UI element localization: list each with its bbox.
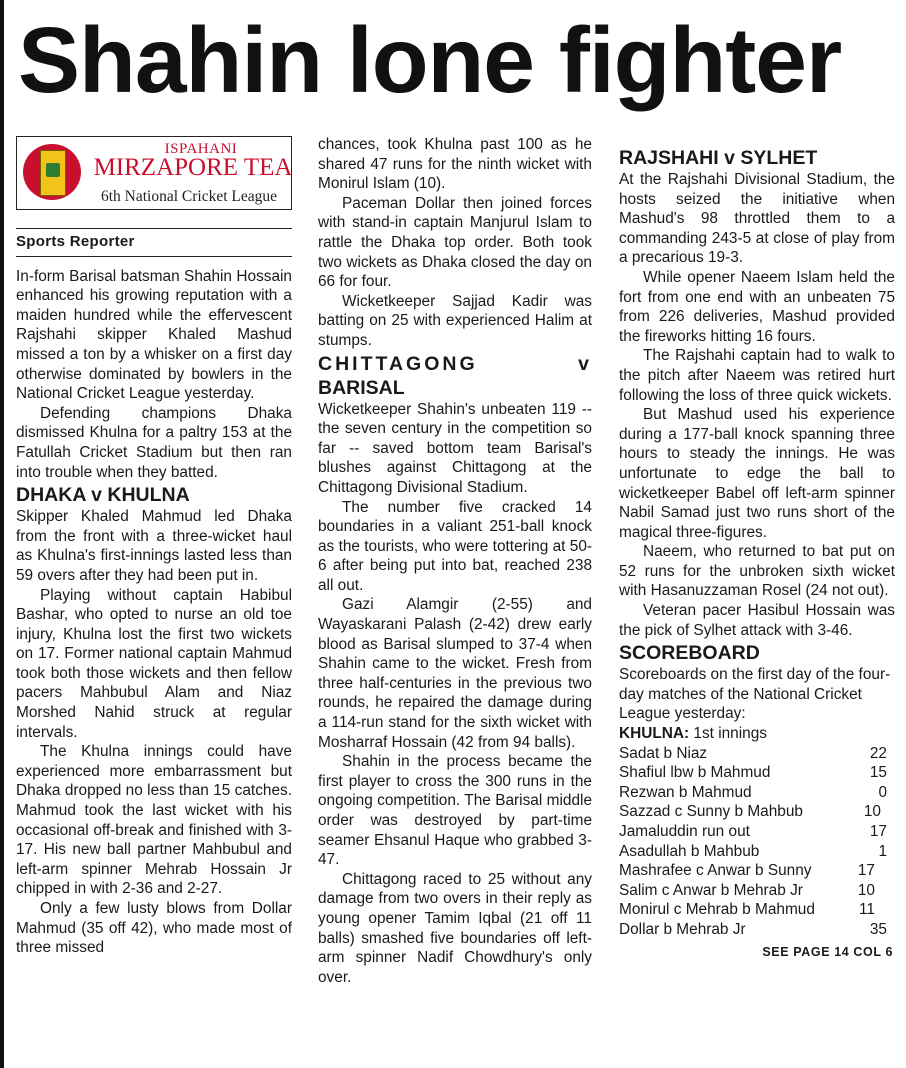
runs: 10 [857, 881, 875, 899]
score-row [619, 881, 895, 901]
batsman: Salim c Anwar b Mehrab Jr [619, 881, 803, 899]
logo-brand-main: MIRZAPORE TEA [93, 154, 293, 181]
paragraph: Naeem, who returned to bat put on 52 runs for the unbroken sixth wicket with Hasanuzzaman Rosel (24 not out). [619, 543, 895, 600]
paragraph: The Khulna innings could have experienced more embarrassment but Dhaka dropped no less than 15 catches. Mahmud took the last wicket with his occasional off-break and finished with 3-17. His new ball partner Mahbubul and left-arm spinner Mehrab Hossain Jr chipped in with 2-36 and 2-27. [16, 743, 292, 898]
paragraph: Shahin in the process became the first player to cross the 300 runs in the ongoing competition. The Barisal middle order was destroyed by part-time seamer Ehsanul Haque who grabbed 3-47. [318, 753, 592, 869]
runs: 11 [859, 901, 875, 919]
batsman: Mashrafee c Anwar b Sunny [619, 862, 812, 880]
subhead-rajshahi-sylhet: RAJSHAHI v SYLHET [619, 147, 818, 169]
batsman: Sadat b Niaz [619, 744, 708, 762]
batsman: Sazzad c Sunny b Mahbub [619, 803, 803, 821]
runs: 0 [878, 783, 887, 801]
paragraph: Wicketkeeper Sajjad Kadir was batting on 25 with experienced Halim at stumps. [318, 292, 592, 349]
left-column-rule [0, 0, 4, 1068]
column-1 [16, 132, 292, 958]
paragraph: While opener Naeem Islam held the fort from one end with an unbeaten 75 from 226 deliveries, Mashud provided the fireworks hitting 16 fours. [619, 268, 895, 345]
logo-brand-top: ISPAHANI [164, 141, 238, 157]
subhead-part: BARISAL [318, 376, 405, 399]
innings-team: KHULNA: [619, 725, 690, 743]
column-3 [619, 145, 895, 962]
runs: 22 [869, 744, 887, 762]
paragraph: But Mashud used his experience during a 177-ball knock spanning three hours to steady the innings. He was unfortunate to edge the ball to wicketkeeper Babel off left-arm spinner Nabil Samad just two runs short of the magical three-figures. [619, 406, 895, 541]
score-row [619, 802, 895, 822]
paragraph: Wicketkeeper Shahin's unbeaten 119 -- the seven century in the competition so far -- saved bottom team Barisal's blushes against Chittagong at the Chittagong Divisional Stadium. [318, 400, 592, 496]
sponsor-logo [16, 136, 292, 210]
byline [16, 228, 292, 257]
runs: 15 [869, 764, 887, 782]
score-row [619, 744, 895, 764]
column-2 [318, 135, 592, 987]
subhead-part: CHITTAGONG [318, 352, 478, 375]
headline: Shahin lone fighter [18, 8, 842, 112]
paragraph: In-form Barisal batsman Shahin Hossain enhanced his growing reputation with a maiden hundred while the effervescent Rajshahi skipper Khaled Mashud missed a ton by a whisker on a first day otherwise dominated by bowlers in the National Cricket League yesterday. [16, 267, 292, 403]
byline-text: Sports Reporter [16, 233, 135, 250]
runs: 10 [863, 803, 881, 821]
logo-event: 6th National Cricket League [100, 188, 278, 205]
innings-label: 1st innings [693, 725, 767, 743]
paragraph: Only a few lusty blows from Dollar Mahmud (35 off 42), who made most of three missed [16, 900, 292, 957]
batsman: Shafiul lbw b Mahmud [619, 764, 771, 782]
runs: 35 [869, 920, 887, 938]
innings-header [619, 724, 895, 744]
score-row [619, 763, 895, 783]
score-row [619, 783, 895, 803]
paragraph: The Rajshahi captain had to walk to the pitch after Naeem was retired hurt following the loss of three quick wickets. [619, 347, 895, 404]
runs: 1 [878, 842, 887, 860]
paragraph: Chittagong raced to 25 without any damage from two overs in their reply as young opener Tamim Iqbal (21 off 11 balls) smashed five boundaries off left-arm spinner Nadif Chowdhury's only over. [318, 870, 592, 986]
paragraph: At the Rajshahi Divisional Stadium, the hosts seized the initiative when Mashud's 98 throttled them to a commanding 243-5 at close of play from a precarious 19-3. [619, 171, 895, 267]
runs: 17 [857, 862, 875, 880]
tea-pack-icon [23, 144, 81, 200]
score-row [619, 920, 895, 940]
batsman: Asadullah b Mahbub [619, 842, 760, 860]
batsman: Rezwan b Mahmud [619, 783, 752, 801]
batsman: Jamaluddin run out [619, 823, 750, 840]
score-row [619, 900, 895, 920]
score-row [619, 861, 895, 881]
paragraph: Veteran pacer Hasibul Hossain was the pick of Sylhet attack with 3-46. [619, 602, 895, 639]
paragraph: The number five cracked 14 boundaries in a valiant 251-ball knock as the tourists, who were tottering at 50-6 after being put into bat, reached 238 all out. [318, 498, 592, 594]
batsman: Dollar b Mehrab Jr [619, 920, 746, 938]
continued-reference: SEE PAGE 14 COL 6 [762, 944, 893, 959]
batsman: Monirul c Mehrab b Mahmud [619, 901, 815, 919]
paragraph: Paceman Dollar then joined forces with stand-in captain Manjurul Islam to rattle the Dhaka top order. Both took two wickets as Dhaka closed the day on 66 for four. [318, 194, 592, 291]
subhead-scoreboard: SCOREBOARD [619, 642, 760, 665]
paragraph: Gazi Alamgir (2-55) and Wayaskarani Palash (2-42) drew early blood as Barisal slumped to 37-4 when Shahin came to the wicket. Fresh from three half-centuries in the previous two rounds, he repaired the damage during a 114-run stand for the sixth wicket with Mosharraf Hossain (42 from 94 balls). [318, 596, 592, 751]
subhead-part: v [578, 352, 592, 375]
runs: 17 [869, 823, 887, 840]
subhead-chittagong-barisal [318, 353, 592, 375]
score-row [619, 822, 895, 842]
paragraph: Skipper Khaled Mahmud led Dhaka from the front with a three-wicket haul as Khulna's first-innings lasted less than 59 overs after they had been put in. [16, 508, 292, 584]
score-row [619, 842, 895, 862]
paragraph: Defending champions Dhaka dismissed Khulna for a paltry 153 at the Fatullah Cricket Stadium but then ran into trouble when they batted. [16, 404, 292, 481]
paragraph: Playing without captain Habibul Bashar, who opted to nurse an old toe injury, Khulna lost the first two wickets on 17. Former national captain Mahmud took both those wickets and then fellow pacers Mahbubul Alam and Niaz Morshed Nahid struck at regular intervals. [16, 586, 292, 741]
subhead-dhaka-khulna: DHAKA v KHULNA [16, 484, 190, 507]
paragraph: chances, took Khulna past 100 as he shared 47 runs for the ninth wicket with Monirul Islam (10). [318, 136, 592, 193]
scoreboard-intro: Scoreboards on the first day of the four-day matches of the National Cricket League yesterday: [619, 666, 891, 723]
scoreboard-table [619, 744, 895, 940]
